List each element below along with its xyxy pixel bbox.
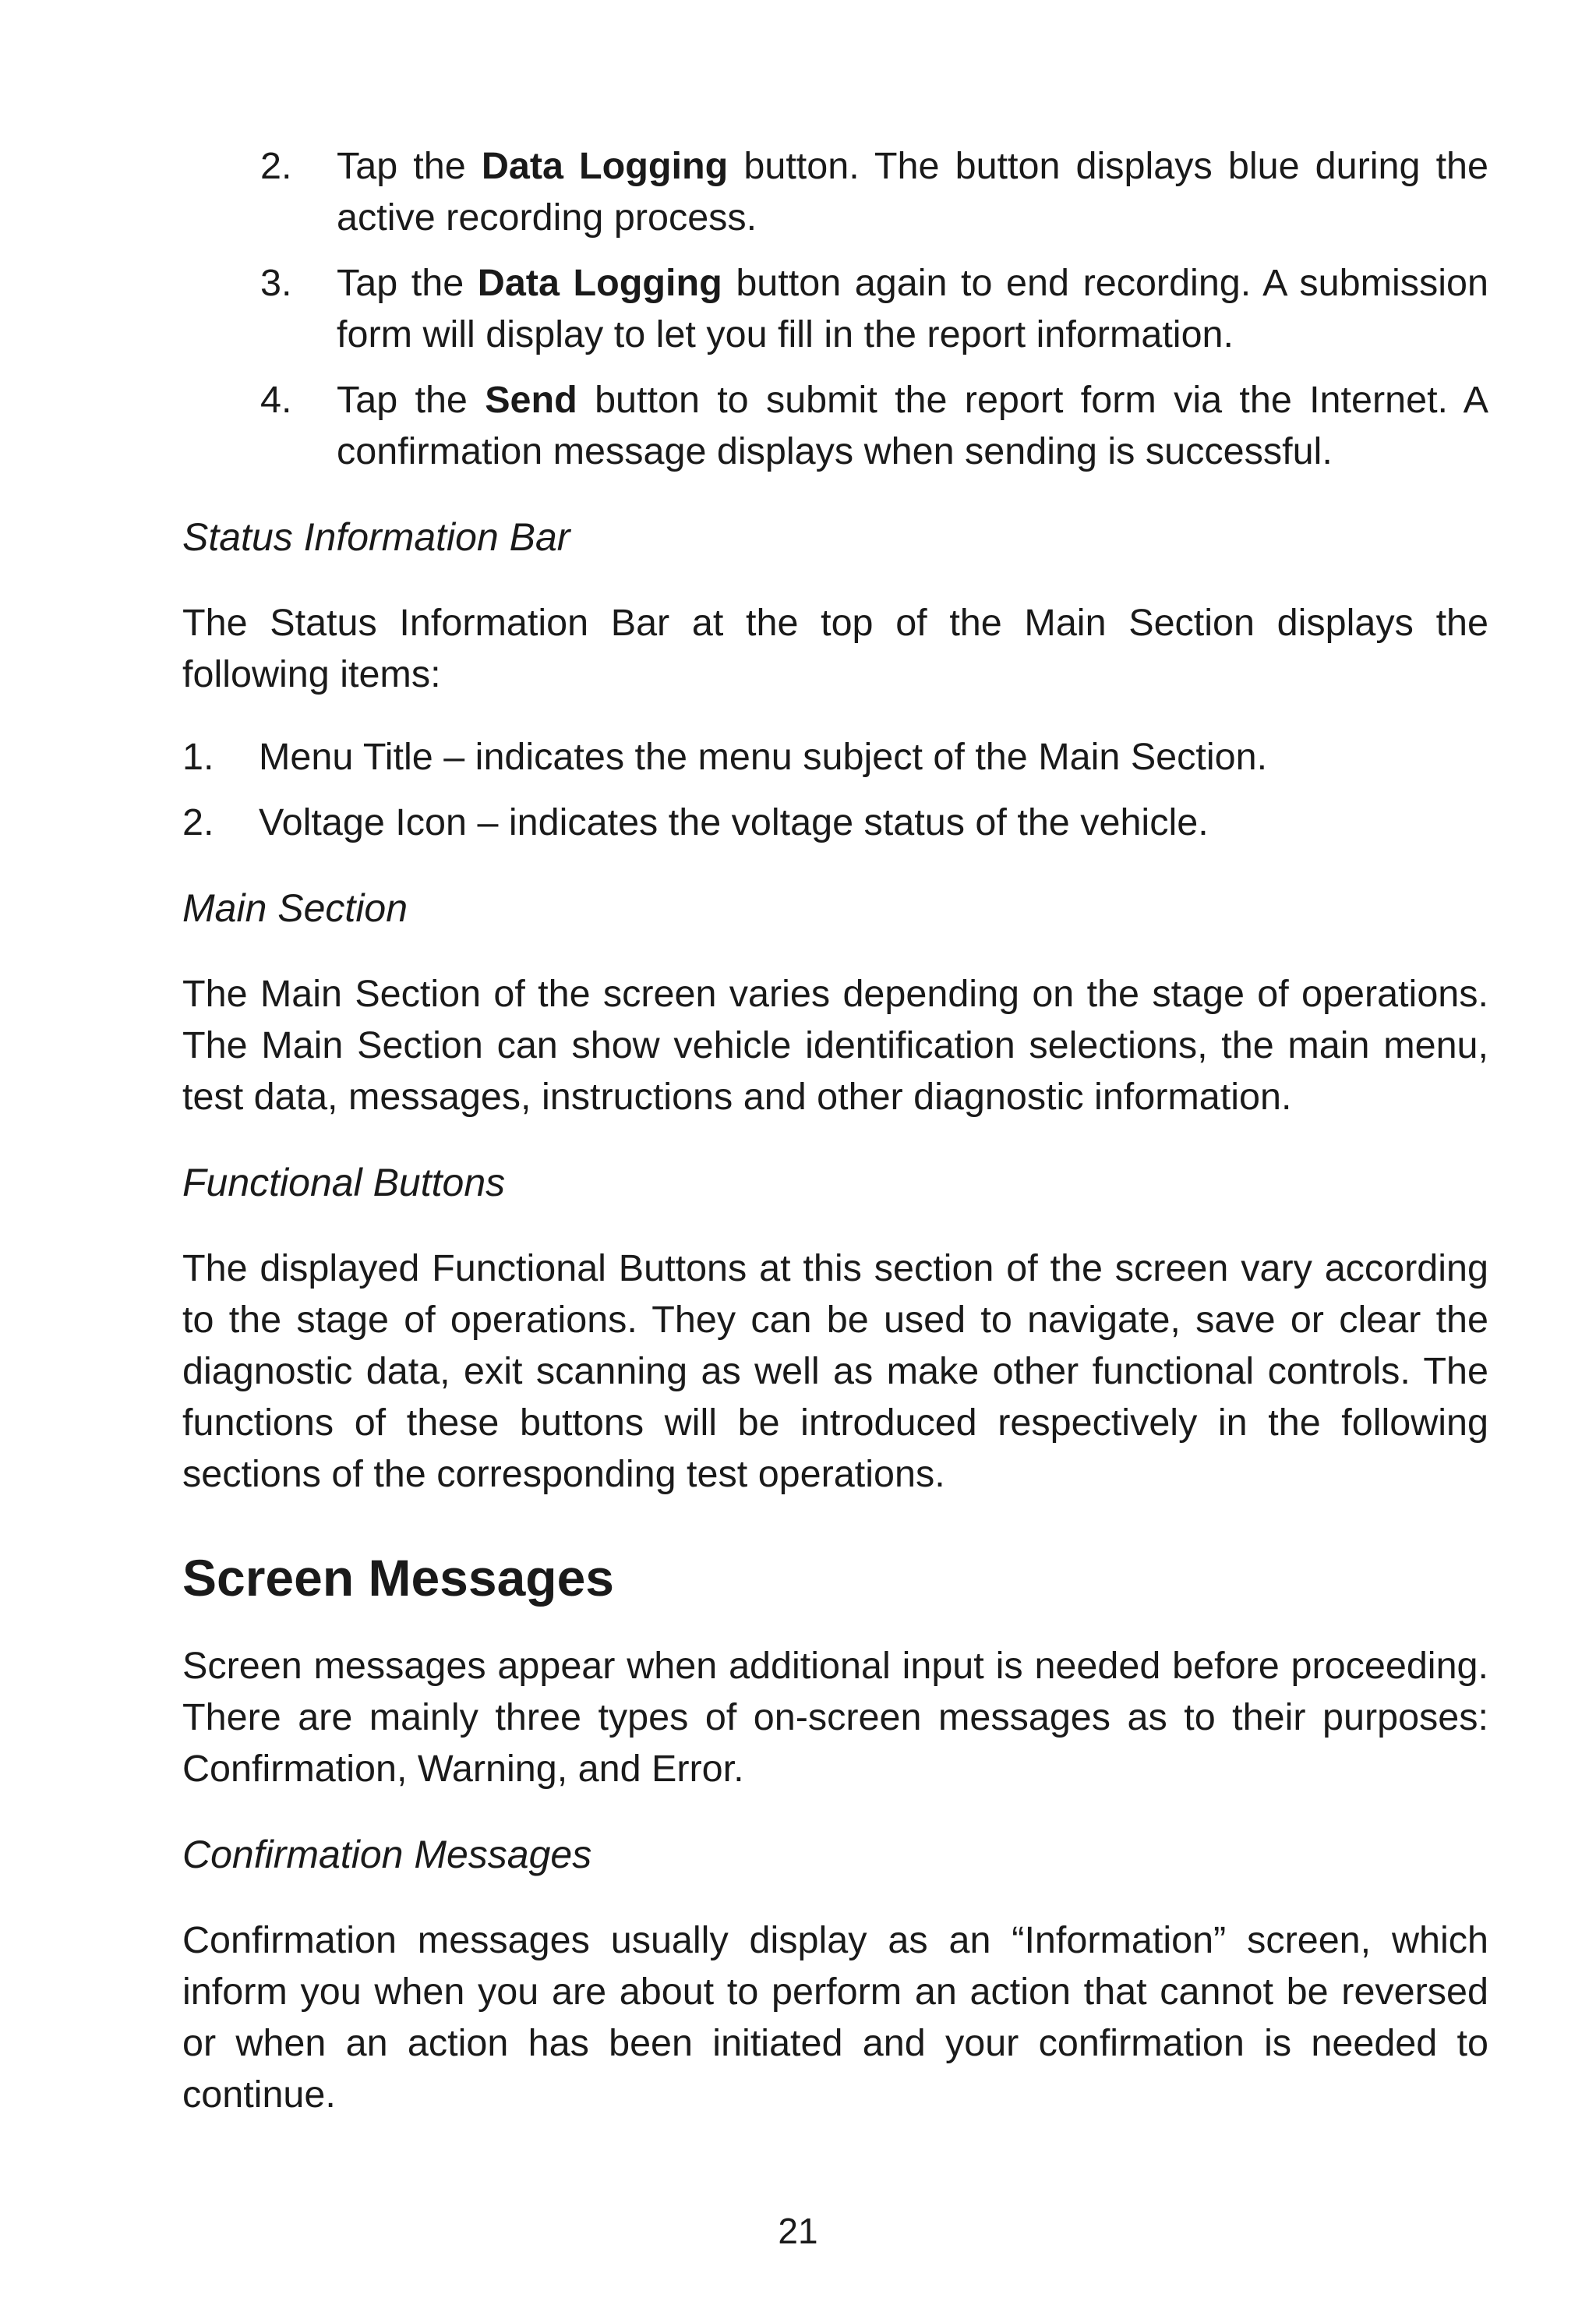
- functional-buttons-text: The displayed Functional Buttons at this section of the screen vary according to the stage of operations. They can be used to navigate, save or clear the diagnostic data, exit scanning as well as make other functional controls. The functions of these buttons will be introduced respectively in the following sections of the corresponding test operations.: [182, 1247, 1488, 1495]
- step-2: [182, 140, 1488, 243]
- step-4: [182, 374, 1488, 477]
- step-bold-term: Send: [485, 379, 577, 421]
- status-information-bar-intro: The Status Information Bar at the top of the Main Section displays the following items:: [182, 602, 1488, 695]
- step-number: 4.: [260, 379, 292, 421]
- step-bold-term: Data Logging: [481, 145, 729, 187]
- confirmation-messages-text: Confirmation messages usually display as an “Information” screen, which inform you when you are about to perform an action that cannot be reversed or when an action has been initiated and your confirmation is needed to continue.: [182, 1919, 1488, 2116]
- step-text-post: button. The button displays blue during the active recording process.: [337, 145, 1488, 239]
- confirmation-messages-heading: Confirmation Messages: [182, 1833, 592, 1876]
- screen-messages-text: Screen messages appear when additional input is needed before proceeding. There are mainly three types of on-screen messages as to their purposes: Confirmation, Warning, and Error.: [182, 1645, 1488, 1790]
- step-number: 3.: [260, 262, 292, 304]
- page-number: 21: [778, 2211, 818, 2251]
- step-text-pre: Tap the: [337, 145, 482, 187]
- status-item-menu-title: [182, 731, 1488, 783]
- item-text: Voltage Icon – indicates the voltage status of the vehicle.: [259, 801, 1209, 843]
- item-number: 1.: [182, 736, 214, 778]
- step-text-post: button to submit the report form via the Internet. A confirmation message displays when sending is successful.: [337, 379, 1488, 472]
- step-number: 2.: [260, 145, 292, 187]
- functional-buttons-heading: Functional Buttons: [182, 1161, 506, 1204]
- main-section-text: The Main Section of the screen varies depending on the stage of operations. The Main Section can show vehicle identification selections, the main menu, test data, messages, instructions and other diagnostic information.: [182, 973, 1488, 1118]
- step-3: [182, 257, 1488, 360]
- status-item-voltage-icon: [182, 797, 1488, 848]
- screen-messages-heading: Screen Messages: [182, 1549, 615, 1607]
- item-number: 2.: [182, 801, 214, 843]
- step-text-pre: Tap the: [337, 262, 478, 304]
- manual-page: [182, 140, 1488, 2120]
- status-information-bar-heading: Status Information Bar: [182, 515, 570, 559]
- step-text-pre: Tap the: [337, 379, 486, 421]
- steps-list: [182, 140, 1488, 477]
- item-text: Menu Title – indicates the menu subject of the Main Section.: [259, 736, 1268, 778]
- step-text-post: button again to end recording. A submission form will display to let you fill in the report information.: [337, 262, 1489, 355]
- main-section-heading: Main Section: [182, 886, 408, 930]
- status-items-list: [182, 731, 1488, 848]
- step-bold-term: Data Logging: [477, 262, 722, 304]
